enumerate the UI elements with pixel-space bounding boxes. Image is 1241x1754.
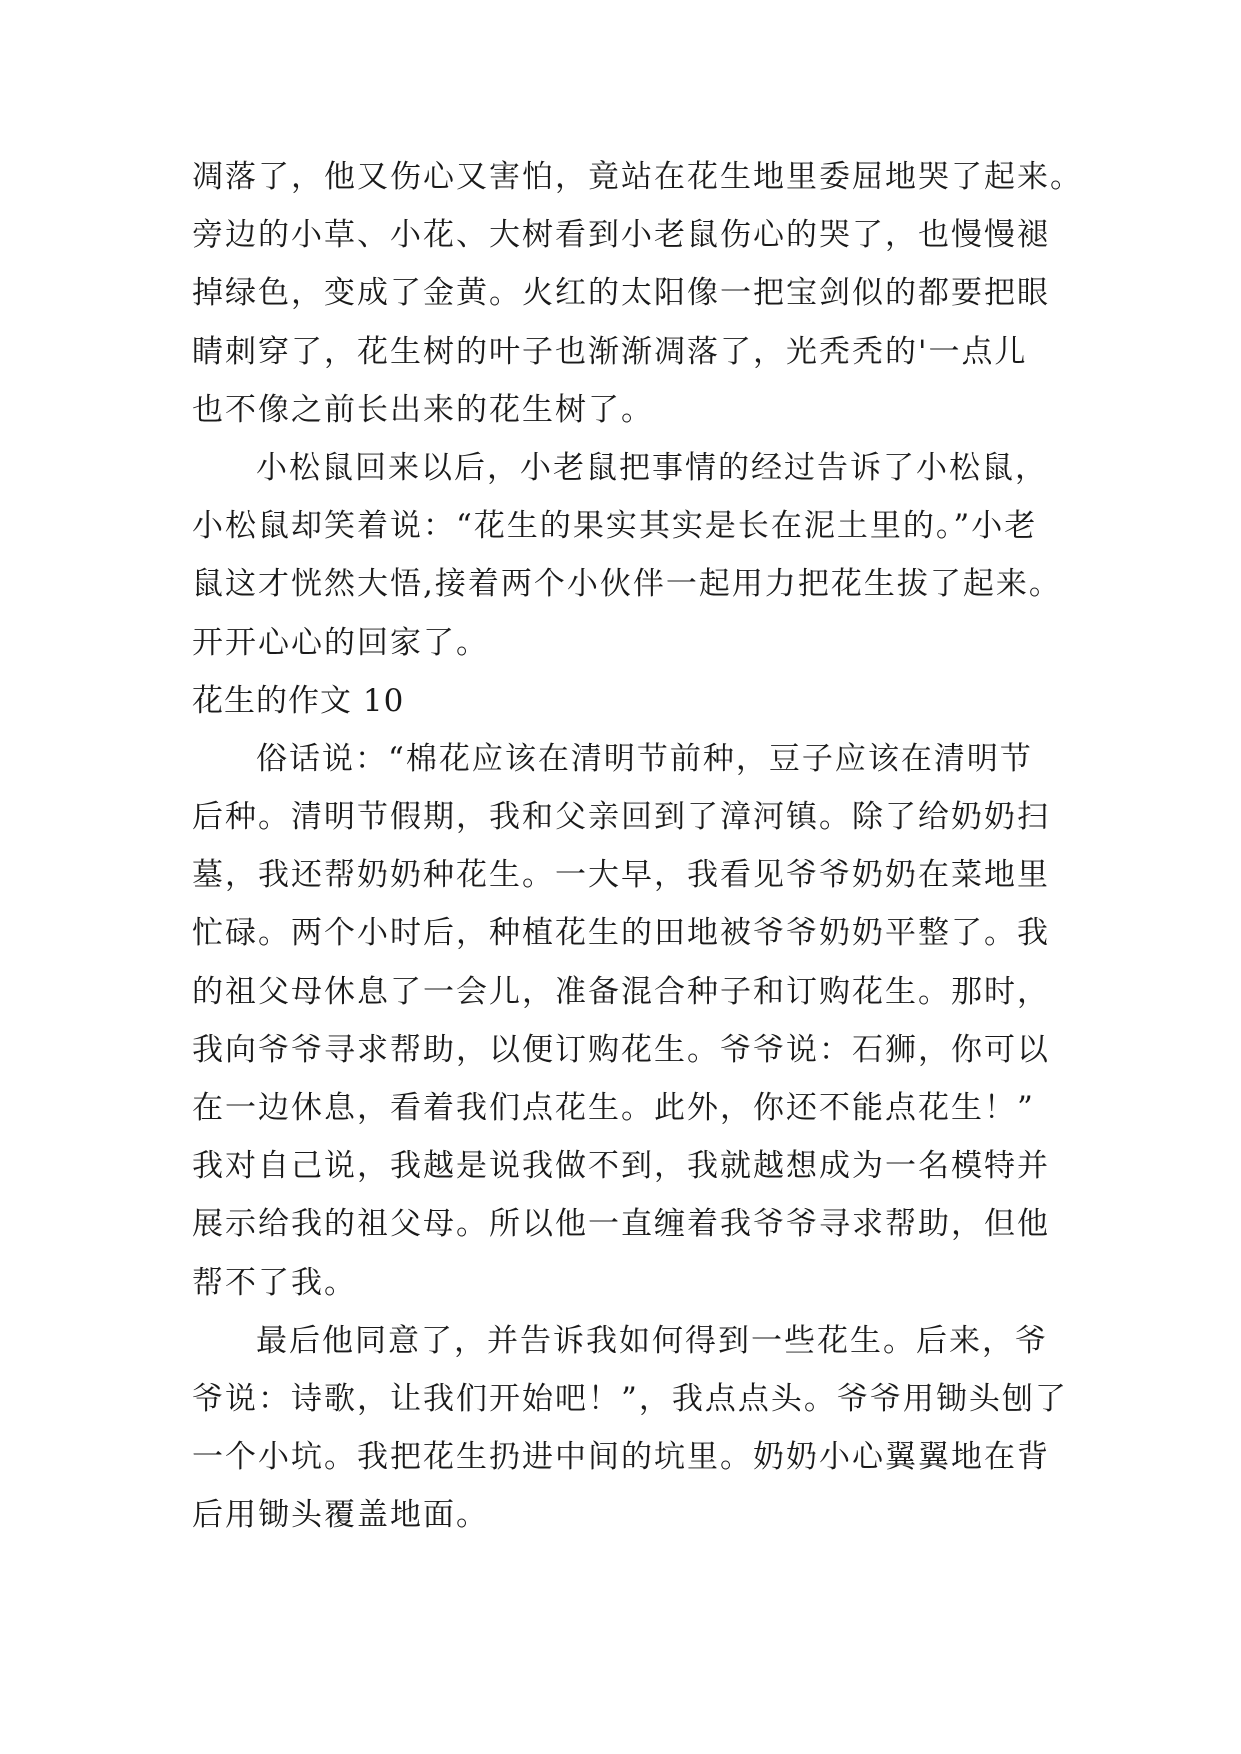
text-line: 在一边休息，看着我们点花生。此外，你还不能点花生！” [192,1090,1035,1126]
paragraph-start-line: 俗话说：“棉花应该在清明节前种，豆子应该在清明节 [256,740,1033,777]
text-line: 爷说：诗歌，让我们开始吧！”，我点点头。爷爷用锄头刨了 [192,1380,1068,1417]
text-line: 帮不了我。 [192,1264,357,1301]
text-line: 凋落了，他又伤心又害怕，竟站在花生地里委屈地哭了起来。 [192,159,1083,195]
text-line: 后种。清明节假期，我和父亲回到了漳河镇。除了给奶奶扫 [192,799,1050,836]
text-line: 开开心心的回家了。 [192,624,489,661]
text-line: 掉绿色，变成了金黄。火红的太阳像一把宝剑似的都要把眼 [192,275,1050,312]
text-line: 旁边的小草、小花、大树看到小老鼠伤心的哭了，也慢慢褪 [192,217,1050,254]
text-line: 忙碌。两个小时后，种植花生的田地被爷爷奶奶平整了。我 [192,915,1050,952]
text-line: 小松鼠却笑着说：“花生的果实其实是长在泥土里的。”小老 [192,508,1038,545]
text-line: 我向爷爷寻求帮助，以便订购花生。爷爷说：石狮，你可以 [192,1031,1050,1068]
paragraph-start-line: 最后他同意了，并告诉我如何得到一些花生。后来，爷 [256,1322,1048,1359]
text-line: 我对自己说，我越是说我做不到，我就越想成为一名模特并 [192,1148,1050,1185]
paragraph-start-line: 小松鼠回来以后，小老鼠把事情的经过告诉了小松鼠， [256,449,1048,486]
text-line: 一个小坑。我把花生扔进中间的坑里。奶奶小心翼翼地在背 [192,1439,1050,1476]
text-line: 睛刺穿了，花生树的叶子也渐渐凋落了，光秃秃的'一点儿 [192,333,1028,370]
text-line: 后用锄头覆盖地面。 [192,1497,489,1534]
text-line: 展示给我的祖父母。所以他一直缠着我爷爷寻求帮助，但他 [192,1206,1050,1243]
text-line: 的祖父母休息了一会儿，准备混合种子和订购花生。那时， [192,973,1050,1010]
text-line: 鼠这才恍然大悟,接着两个小伙伴一起用力把花生拔了起来。 [192,566,1062,603]
text-line: 墓，我还帮奶奶种花生。一大早，我看见爷爷奶奶在菜地里 [192,857,1050,894]
document-body [192,148,1083,1545]
text-line: 也不像之前长出来的花生树了。 [192,391,654,428]
section-heading: 花生的作文 10 [192,682,405,719]
